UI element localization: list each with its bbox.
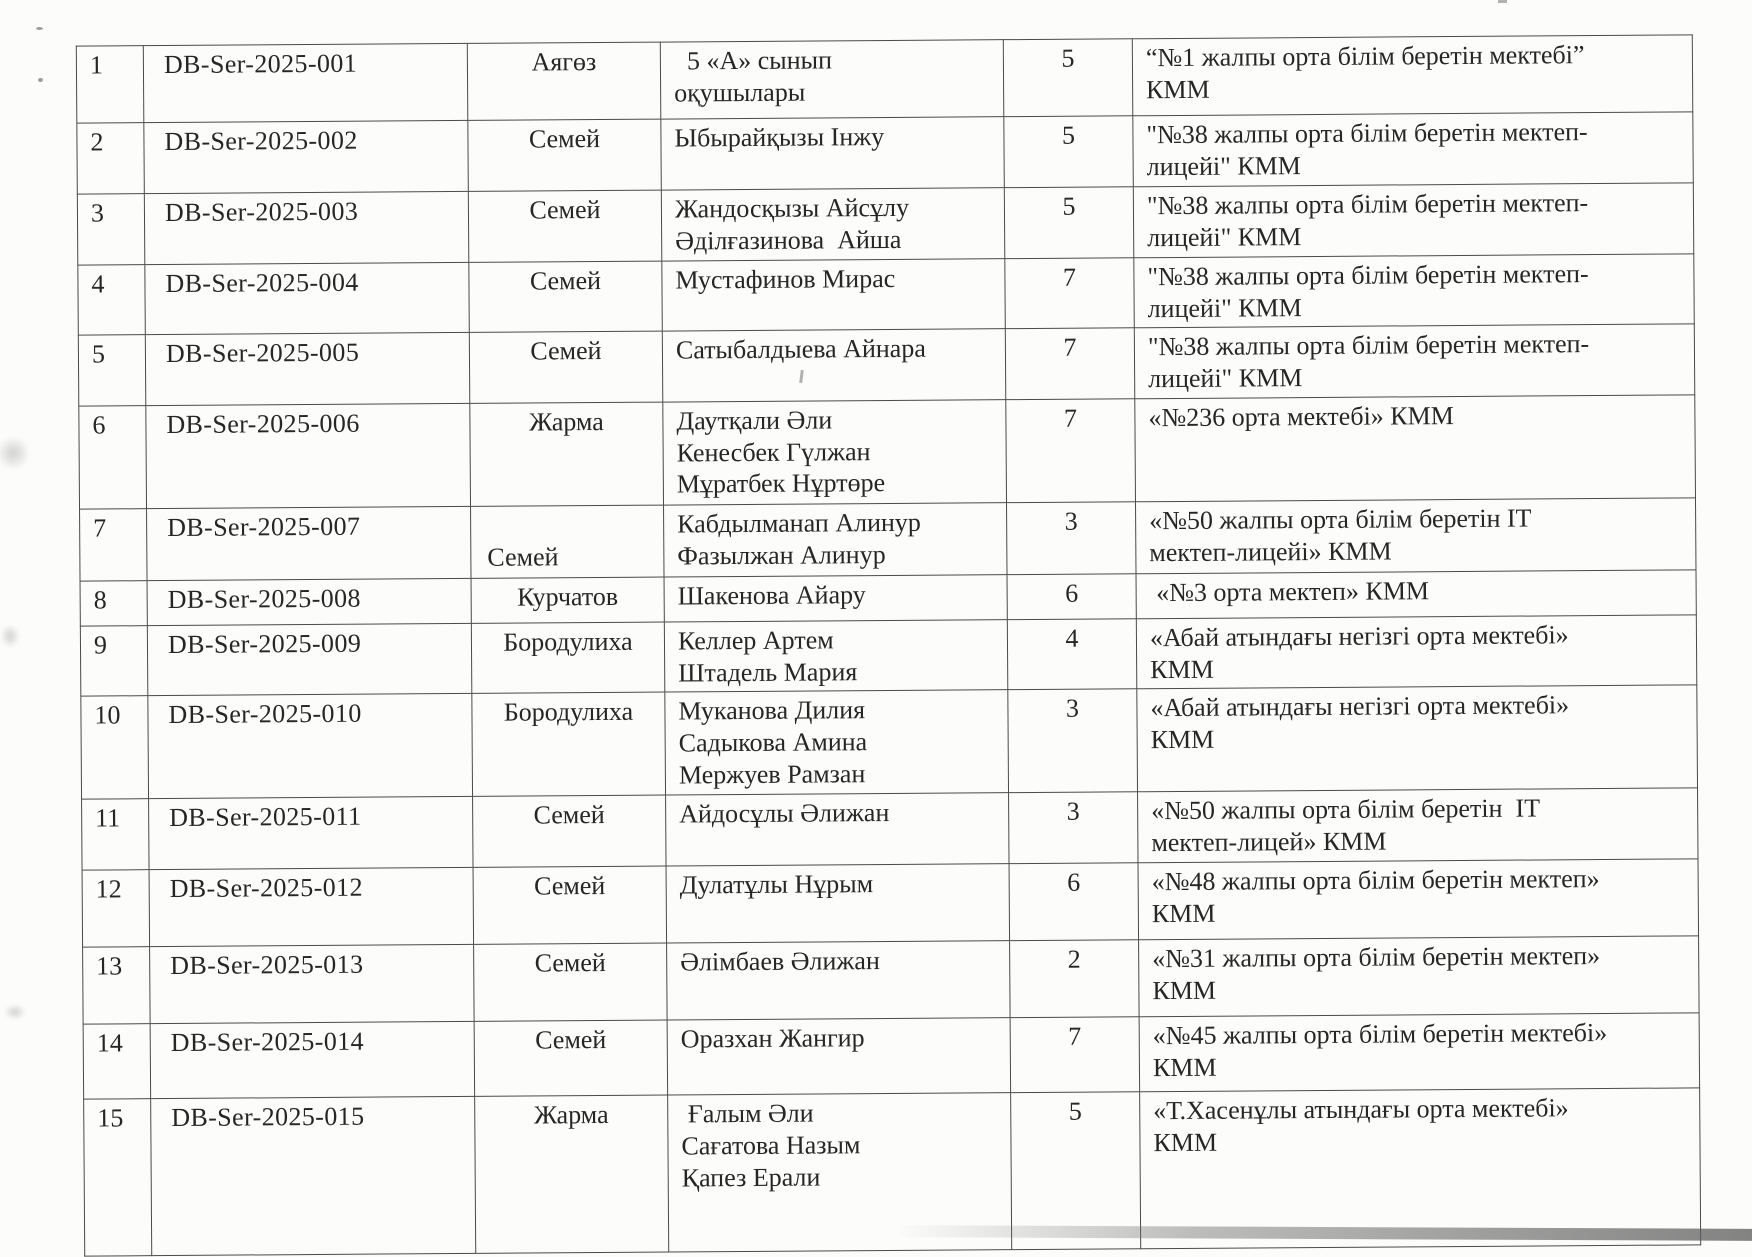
cell-district: Семей: [474, 943, 668, 1021]
cell-school: "№38 жалпы орта білім беретін мектеп- лицейі" КММ: [1134, 324, 1694, 398]
table-row: [83, 1013, 1699, 1099]
cell-application-id: DB-Ser-2025-014: [150, 1022, 475, 1099]
cell-participants: Сатыбалдыева Айнара: [662, 329, 1005, 402]
cell-row-number: 4: [78, 265, 145, 336]
scan-smudge: [0, 624, 20, 648]
cell-row-number: 10: [81, 696, 149, 799]
scan-tick: [1498, 0, 1507, 3]
cell-application-id: DB-Ser-2025-009: [147, 623, 471, 696]
cell-count: 5: [1011, 1092, 1141, 1250]
cell-district: Семей: [468, 190, 661, 262]
cell-count: 7: [1010, 1017, 1140, 1093]
cell-participants: Ыбырайқызы Інжу: [661, 117, 1004, 190]
cell-participants: Кабдылманап Алинур Фазылжан Алинур: [664, 503, 1007, 577]
cell-count: 7: [1006, 399, 1136, 503]
cell-count: 4: [1007, 619, 1136, 690]
cell-row-number: 12: [82, 870, 150, 947]
cell-school: «№48 жалпы орта білім беретін мектеп» КММ: [1138, 859, 1699, 940]
cell-application-id: DB-Ser-2025-013: [150, 945, 475, 1024]
cell-application-id: DB-Ser-2025-001: [143, 43, 468, 122]
cell-participants: Айдосұлы Әлижан: [666, 793, 1009, 866]
scan-smudge: [4, 1004, 26, 1020]
cell-participants: Даутқали Әли Кенесбек Гүлжан Мұратбек Нұртөре: [663, 400, 1007, 505]
cell-participants: Оразхан Жангир: [667, 1018, 1011, 1095]
cell-row-number: 5: [78, 335, 145, 406]
cell-row-number: 15: [84, 1099, 152, 1256]
cell-application-id: DB-Ser-2025-012: [149, 868, 474, 947]
cell-district: Бородулиха: [472, 692, 666, 796]
cell-district: Семей: [471, 505, 664, 578]
cell-count: 6: [1007, 574, 1136, 620]
cell-application-id: DB-Ser-2025-003: [144, 191, 468, 264]
table-row: [80, 615, 1696, 697]
cell-count: 5: [1004, 187, 1133, 259]
cell-count: 7: [1005, 328, 1134, 399]
cell-row-number: 2: [77, 123, 144, 194]
table-row: [81, 685, 1698, 799]
cell-participants: 5 «А» сынып оқушылары: [660, 40, 1004, 119]
cell-participants: Дулатұлы Нұрым: [666, 864, 1010, 943]
cell-count: 5: [1004, 116, 1133, 188]
scan-smudge: [0, 436, 30, 470]
participants-table: [76, 34, 1701, 1257]
cell-row-number: 8: [80, 581, 147, 626]
cell-district: Бородулиха: [471, 622, 664, 694]
cell-school: «Абай атындағы негізгі орта мектебі» КММ: [1136, 615, 1696, 689]
cell-school: «№3 орта мектеп» КММ: [1136, 570, 1696, 619]
cell-participants: Муканова Дилия Садыкова Амина Мержуев Рамзан: [665, 690, 1009, 795]
cell-school: «№50 жалпы орта білім беретін IT мектеп-лицей» КММ: [1138, 788, 1698, 863]
cell-district: Аягөз: [467, 42, 661, 120]
cell-application-id: DB-Ser-2025-011: [149, 797, 473, 870]
cell-row-number: 6: [79, 406, 147, 509]
cell-district: Курчатов: [471, 577, 664, 623]
table-row: [77, 112, 1693, 194]
cell-application-id: DB-Ser-2025-005: [145, 333, 469, 406]
scan-speck: [36, 27, 43, 30]
cell-participants: Келлер Артем Штадель Мария: [664, 620, 1007, 693]
scanned-table: [76, 34, 1701, 1257]
cell-school: «Абай атындағы негізгі орта мектебі» КММ: [1137, 685, 1698, 792]
cell-application-id: DB-Ser-2025-002: [144, 120, 468, 193]
cell-district: Семей: [473, 866, 667, 944]
cell-application-id: DB-Ser-2025-004: [145, 262, 469, 335]
cell-district: Семей: [473, 795, 666, 867]
cell-participants: Жандосқызы Айсұлу Әділғазинова Айша: [661, 188, 1004, 261]
cell-district: Семей: [468, 119, 661, 191]
cell-school: «№236 орта мектебі» КММ: [1135, 395, 1696, 502]
cell-count: 5: [1003, 39, 1133, 117]
cell-row-number: 7: [80, 509, 148, 581]
cell-participants: Ғалым Әли Сағатова Назым Қапез Ерали: [668, 1093, 1012, 1252]
cell-row-number: 9: [80, 626, 147, 697]
cell-count: 7: [1005, 258, 1134, 329]
cell-district: Жарма: [470, 402, 664, 506]
table-row: [83, 936, 1699, 1024]
table-body: [76, 35, 1700, 1257]
cell-application-id: DB-Ser-2025-010: [148, 694, 473, 799]
cell-district: Семей: [474, 1020, 668, 1096]
table-row: [76, 35, 1692, 123]
cell-count: 2: [1010, 940, 1140, 1018]
cell-row-number: 13: [83, 947, 151, 1024]
cell-school: "№38 жалпы орта білім беретін мектеп- лицейі" КММ: [1133, 183, 1693, 258]
table-row: [82, 859, 1698, 947]
cell-school: «№45 жалпы орта білім беретін мектебі» КММ: [1139, 1013, 1700, 1092]
cell-participants: Мустафинов Мирас: [662, 259, 1005, 332]
cell-district: Семей: [469, 332, 662, 404]
cell-row-number: 11: [82, 799, 149, 870]
scan-speck: [38, 78, 43, 82]
cell-count: 3: [1007, 502, 1136, 575]
table-row: [80, 498, 1696, 581]
cell-school: «№50 жалпы орта білім беретін IT мектеп-лицейі» КММ: [1136, 498, 1696, 574]
table-row: [82, 788, 1698, 870]
cell-participants: Шакенова Айару: [664, 575, 1007, 622]
cell-row-number: 14: [83, 1024, 151, 1099]
cell-district: Жарма: [475, 1095, 669, 1253]
table-row: [78, 254, 1694, 336]
cell-count: 3: [1008, 689, 1138, 793]
cell-school: "№38 жалпы орта білім беретін мектеп- лицейі" КММ: [1134, 254, 1694, 328]
cell-application-id: DB-Ser-2025-008: [147, 578, 471, 625]
cell-participants: Әлімбаев Әлижан: [667, 941, 1011, 1020]
cell-application-id: DB-Ser-2025-015: [151, 1097, 476, 1256]
cell-school: «Т.Хасенұлы атындағы орта мектебі» КММ: [1140, 1088, 1701, 1249]
table-row: [79, 395, 1696, 509]
cell-school: «№31 жалпы орта білім беретін мектеп» КММ: [1139, 936, 1700, 1017]
cell-school: “№1 жалпы орта білім беретін мектебі” КММ: [1132, 35, 1693, 116]
cell-application-id: DB-Ser-2025-006: [146, 403, 471, 508]
cell-count: 6: [1009, 863, 1139, 941]
table-row: [78, 324, 1694, 406]
cell-row-number: 1: [76, 46, 144, 123]
cell-row-number: 3: [77, 194, 144, 265]
cell-count: 3: [1009, 792, 1138, 864]
cell-school: "№38 жалпы орта білім беретін мектеп- лицейі" КММ: [1133, 112, 1693, 187]
table-row: [77, 183, 1693, 265]
cell-application-id: DB-Ser-2025-007: [147, 506, 471, 580]
cell-district: Семей: [469, 261, 662, 333]
